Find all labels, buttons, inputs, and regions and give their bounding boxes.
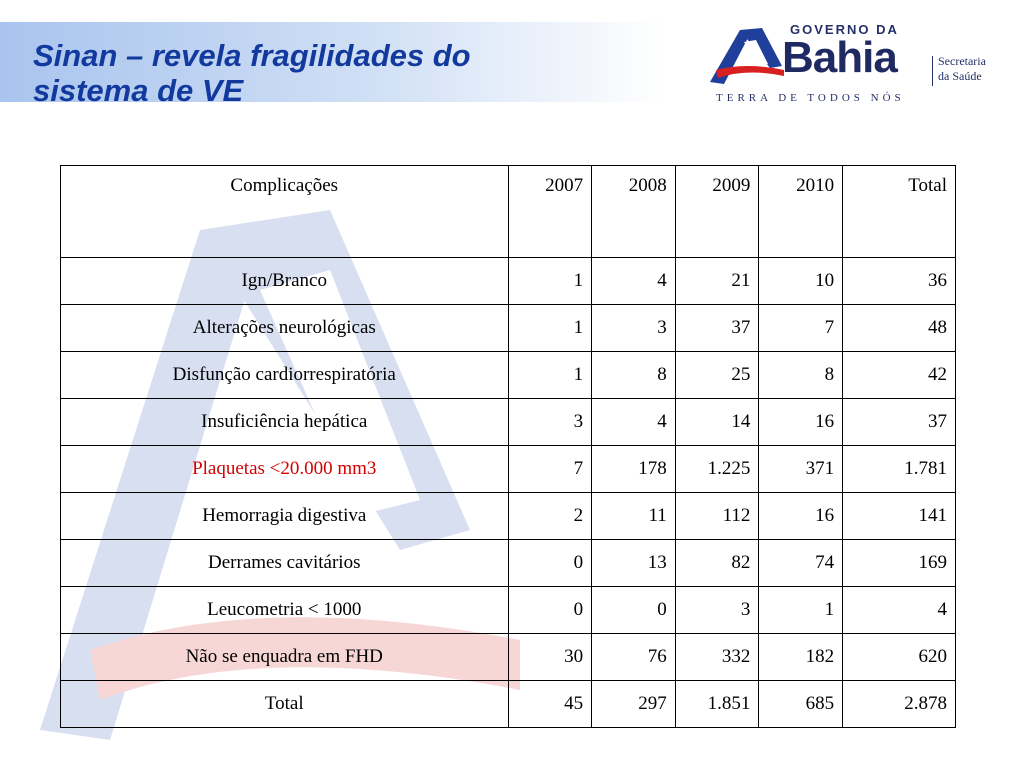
logo-dept-line-1: Secretaria: [938, 54, 986, 68]
cell-total: 169: [843, 540, 956, 587]
logo-top-text: GOVERNO DA: [790, 22, 899, 37]
cell-2007: 0: [508, 540, 592, 587]
governo-bahia-logo: [706, 22, 1006, 112]
table-row: [61, 540, 956, 587]
complications-table: [60, 165, 956, 728]
cell-2010: 371: [759, 446, 843, 493]
cell-2009: 112: [675, 493, 759, 540]
cell-2010: 16: [759, 399, 843, 446]
cell-2008: 3: [592, 305, 676, 352]
header-total: Total: [843, 166, 956, 258]
cell-2010: 8: [759, 352, 843, 399]
cell-total: 37: [843, 399, 956, 446]
cell-2007: 30: [508, 634, 592, 681]
cell-2007: 45: [508, 681, 592, 728]
cell-total: 36: [843, 258, 956, 305]
cell-2007: 3: [508, 399, 592, 446]
table-row-highlighted: [61, 446, 956, 493]
cell-2007: 7: [508, 446, 592, 493]
cell-2008: 4: [592, 258, 676, 305]
table-row: [61, 493, 956, 540]
cell-2007: 0: [508, 587, 592, 634]
header-2008: 2008: [592, 166, 676, 258]
logo-dept-line-2: da Saúde: [938, 69, 982, 83]
cell-2010: 685: [759, 681, 843, 728]
table-header-row: [61, 166, 956, 258]
table-row: [61, 305, 956, 352]
row-label: Disfunção cardiorrespiratória: [61, 352, 509, 399]
cell-2007: 1: [508, 352, 592, 399]
header-complicacoes: Complicações: [61, 166, 509, 258]
cell-2008: 11: [592, 493, 676, 540]
table-total-row: [61, 681, 956, 728]
cell-2007: 1: [508, 305, 592, 352]
row-label: Derrames cavitários: [61, 540, 509, 587]
cell-2010: 10: [759, 258, 843, 305]
title-line-2: sistema de VE: [33, 73, 244, 108]
title-line-1: Sinan – revela fragilidades do: [33, 38, 471, 73]
table-row: [61, 258, 956, 305]
table-row: [61, 352, 956, 399]
row-label: Ign/Branco: [61, 258, 509, 305]
cell-total: 4: [843, 587, 956, 634]
cell-2008: 4: [592, 399, 676, 446]
cell-2007: 1: [508, 258, 592, 305]
logo-department: [938, 54, 986, 84]
header-2009: 2009: [675, 166, 759, 258]
cell-2010: 74: [759, 540, 843, 587]
cell-total: 141: [843, 493, 956, 540]
cell-2009: 25: [675, 352, 759, 399]
cell-total: 42: [843, 352, 956, 399]
cell-2008: 178: [592, 446, 676, 493]
cell-total: 1.781: [843, 446, 956, 493]
table-row: [61, 399, 956, 446]
cell-2008: 8: [592, 352, 676, 399]
cell-2010: 1: [759, 587, 843, 634]
cell-2008: 76: [592, 634, 676, 681]
cell-2009: 14: [675, 399, 759, 446]
cell-total: 2.878: [843, 681, 956, 728]
logo-main-text: Bahia: [782, 33, 897, 82]
cell-2008: 0: [592, 587, 676, 634]
row-label: Alterações neurológicas: [61, 305, 509, 352]
row-label: Leucometria < 1000: [61, 587, 509, 634]
cell-2010: 182: [759, 634, 843, 681]
cell-2009: 1.225: [675, 446, 759, 493]
table-row: [61, 634, 956, 681]
cell-2010: 7: [759, 305, 843, 352]
cell-total: 48: [843, 305, 956, 352]
cell-2009: 3: [675, 587, 759, 634]
cell-2009: 37: [675, 305, 759, 352]
row-label: Insuficiência hepática: [61, 399, 509, 446]
header-2007: 2007: [508, 166, 592, 258]
cell-2009: 21: [675, 258, 759, 305]
cell-2009: 1.851: [675, 681, 759, 728]
cell-2009: 332: [675, 634, 759, 681]
cell-2008: 297: [592, 681, 676, 728]
cell-2008: 13: [592, 540, 676, 587]
row-label: Não se enquadra em FHD: [61, 634, 509, 681]
row-label: Hemorragia digestiva: [61, 493, 509, 540]
bahia-emblem-icon: [706, 26, 786, 88]
cell-2007: 2: [508, 493, 592, 540]
header-2010: 2010: [759, 166, 843, 258]
cell-2010: 16: [759, 493, 843, 540]
logo-divider: [932, 56, 933, 86]
cell-total: 620: [843, 634, 956, 681]
row-label: Total: [61, 681, 509, 728]
row-label: Plaquetas <20.000 mm3: [61, 446, 509, 493]
logo-tagline: TERRA DE TODOS NÓS: [716, 92, 905, 104]
slide-title: [33, 38, 653, 108]
table-row: [61, 587, 956, 634]
cell-2009: 82: [675, 540, 759, 587]
